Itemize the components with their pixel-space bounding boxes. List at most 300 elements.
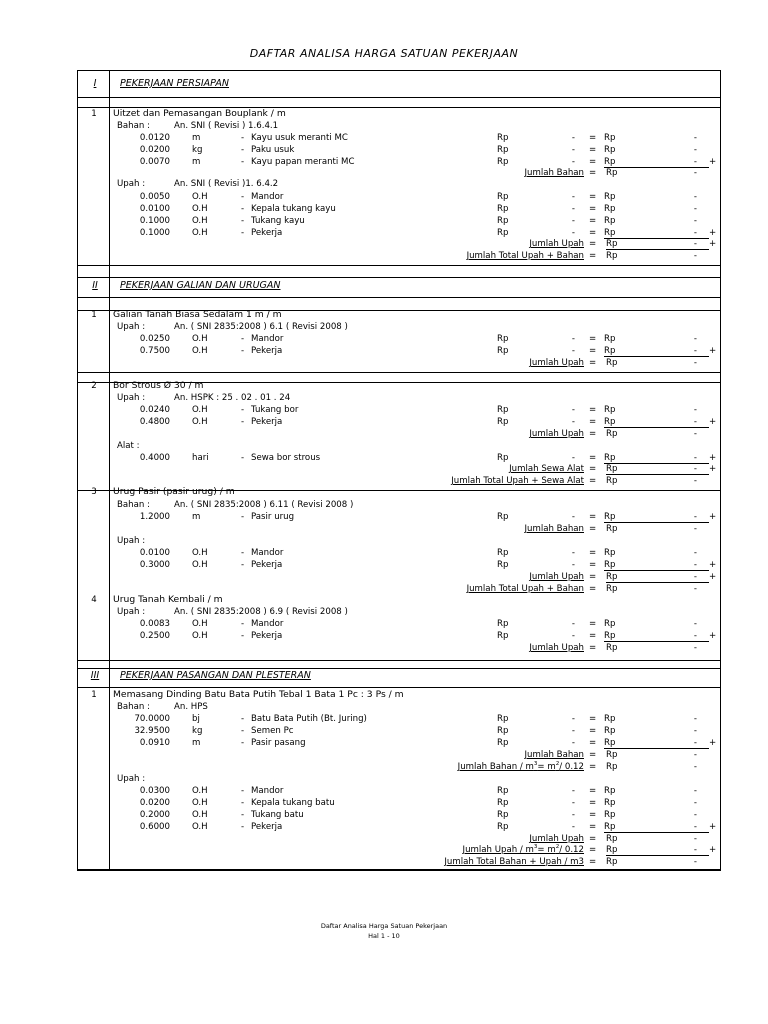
equals-sign: = (589, 786, 597, 796)
amount: - (693, 405, 697, 415)
currency-label: Rp (497, 334, 509, 344)
coefficient: 1.2000 (139, 512, 170, 522)
plus-sign: + (709, 453, 717, 463)
currency-label: Rp (604, 560, 616, 570)
unit-price: - (571, 822, 575, 832)
unit-price: - (571, 548, 575, 558)
coefficient: 0.0050 (139, 192, 170, 202)
item-name: Pekerja (251, 631, 283, 641)
subtotal-line (0, 250, 768, 262)
currency-label: Rp (606, 239, 618, 249)
component-label: Alat : (117, 441, 140, 451)
analysis-line (0, 416, 768, 428)
amount: - (693, 619, 697, 629)
equals-sign: = (589, 251, 597, 261)
currency-label: Rp (604, 512, 616, 522)
subtotal-line (0, 463, 768, 475)
unit: m (192, 512, 201, 522)
unit-price: - (571, 346, 575, 356)
unit: O.H (192, 216, 208, 226)
subtotal-label (467, 250, 584, 262)
currency-label: Rp (606, 572, 618, 582)
unit: O.H (192, 334, 208, 344)
subtotal-label-text: Jumlah Total Upah + Bahan (466, 251, 584, 261)
equals-sign: = (589, 145, 597, 155)
amount: - (693, 810, 697, 820)
amount: - (693, 346, 697, 356)
plus-sign: + (709, 572, 717, 582)
item-name: Pasir pasang (251, 738, 306, 748)
unit-price: - (571, 417, 575, 427)
unit-price: - (571, 631, 575, 641)
unit: m (192, 738, 201, 748)
subtotal-label-text: Jumlah Total Upah + Bahan (466, 584, 584, 594)
subtotal-label (529, 238, 584, 250)
item-name: Tukang batu (251, 810, 304, 820)
amount: - (693, 750, 697, 760)
currency-label: Rp (606, 845, 618, 855)
currency-label: Rp (606, 464, 618, 474)
currency-label: Rp (606, 834, 618, 844)
unit: O.H (192, 631, 208, 641)
equals-sign: = (589, 726, 597, 736)
row-separator (77, 277, 721, 278)
currency-label: Rp (497, 548, 509, 558)
bullet: - (241, 204, 245, 214)
amount: - (693, 429, 697, 439)
component-label: Upah : (117, 179, 146, 189)
amount: - (693, 762, 697, 772)
bullet: - (241, 228, 245, 238)
item-description: Memasang Dinding Batu Bata Putih Tebal 1 Bata 1 Pc : 3 Ps / m (113, 689, 404, 700)
currency-label: Rp (606, 429, 618, 439)
coefficient: 0.0250 (139, 334, 170, 344)
row-separator (77, 870, 721, 871)
bullet: - (241, 334, 245, 344)
amount: - (693, 228, 697, 238)
currency-label: Rp (497, 726, 509, 736)
currency-label: Rp (604, 417, 616, 427)
bullet: - (241, 405, 245, 415)
unit: O.H (192, 810, 208, 820)
unit-price: - (571, 560, 575, 570)
subtotal-label-text: Jumlah Upah (529, 834, 584, 844)
amount: - (693, 834, 697, 844)
unit-price: - (571, 453, 575, 463)
currency-label: Rp (604, 738, 616, 748)
currency-label: Rp (604, 619, 616, 629)
item-name: Sewa bor strous (251, 453, 321, 463)
bullet: - (241, 157, 245, 167)
currency-label: Rp (604, 216, 616, 226)
currency-label: Rp (606, 750, 618, 760)
unit: O.H (192, 560, 208, 570)
item-description: Uitzet dan Pemasangan Bouplank / m (113, 108, 286, 119)
item-name: Pekerja (251, 228, 283, 238)
currency-label: Rp (497, 204, 509, 214)
subtotal-line (0, 761, 768, 773)
amount: - (693, 358, 697, 368)
unit-price: - (571, 798, 575, 808)
bullet: - (241, 453, 245, 463)
component-header (0, 120, 768, 132)
currency-label: Rp (606, 168, 618, 178)
equals-sign: = (589, 810, 597, 820)
amount: - (693, 145, 697, 155)
currency-label: Rp (497, 216, 509, 226)
coefficient: 0.0083 (139, 619, 170, 629)
amount: - (693, 572, 697, 582)
reference-standard: An. ( SNI 2835:2008 ) 6.9 ( Revisi 2008 ) (174, 607, 348, 617)
currency-label: Rp (604, 228, 616, 238)
analysis-line (0, 547, 768, 559)
subtotal-label-text: Jumlah Total Bahan + Upah / m3 (444, 857, 584, 867)
unit: O.H (192, 548, 208, 558)
component-header (0, 392, 768, 404)
currency-label: Rp (604, 714, 616, 724)
item-number: 2 (91, 381, 97, 391)
unit: O.H (192, 417, 208, 427)
item-name: Mandor (251, 334, 284, 344)
plus-sign: + (709, 346, 717, 356)
equals-sign: = (589, 334, 597, 344)
currency-label: Rp (497, 714, 509, 724)
equals-sign: = (589, 216, 597, 226)
unit-exponent: 2 (555, 844, 560, 851)
plus-sign: + (709, 560, 717, 570)
equals-sign: = (589, 346, 597, 356)
item-name: Mandor (251, 548, 284, 558)
currency-label: Rp (604, 822, 616, 832)
subtotal-line (0, 357, 768, 369)
currency-label: Rp (497, 228, 509, 238)
coefficient: 0.0100 (139, 204, 170, 214)
unit-price: - (571, 228, 575, 238)
equals-sign: = (589, 157, 597, 167)
unit: O.H (192, 192, 208, 202)
analysis-line (0, 618, 768, 630)
currency-label: Rp (497, 145, 509, 155)
subtotal-label-text: Jumlah Upah (529, 358, 584, 368)
subtotal-label (529, 571, 584, 583)
coefficient: 0.4000 (139, 453, 170, 463)
component-label: Upah : (117, 536, 146, 546)
currency-label: Rp (604, 631, 616, 641)
subtotal-label-text: Jumlah Bahan (524, 168, 584, 178)
unit-price: - (571, 133, 575, 143)
footer-title: Daftar Analisa Harga Satuan Pekerjaan (320, 922, 448, 930)
currency-label: Rp (606, 476, 618, 486)
analysis-line (0, 132, 768, 144)
currency-label: Rp (604, 548, 616, 558)
coefficient: 0.0300 (139, 786, 170, 796)
subtotal-line (0, 749, 768, 761)
analysis-line (0, 345, 768, 357)
plus-sign: + (709, 157, 717, 167)
unit: O.H (192, 204, 208, 214)
section-header (0, 279, 768, 293)
subtotal-label-text: Jumlah Sewa Alat (509, 464, 584, 474)
unit-exponent: 3 (533, 844, 538, 851)
coefficient: 0.0910 (139, 738, 170, 748)
component-header (0, 178, 768, 190)
equals-sign: = (589, 133, 597, 143)
equals-sign: = (589, 548, 597, 558)
component-label: Bahan : (117, 500, 150, 510)
subtotal-label (458, 761, 584, 773)
equals-sign: = (589, 643, 597, 653)
equals-sign: = (589, 358, 597, 368)
analysis-line (0, 203, 768, 215)
component-label: Upah : (117, 607, 146, 617)
amount: - (693, 726, 697, 736)
currency-label: Rp (497, 738, 509, 748)
analysis-line (0, 559, 768, 571)
equals-sign: = (589, 429, 597, 439)
subtotal-line (0, 856, 768, 868)
work-item (0, 594, 768, 606)
coefficient: 0.2500 (139, 631, 170, 641)
item-name: Pekerja (251, 417, 283, 427)
unit-price: - (571, 810, 575, 820)
currency-label: Rp (497, 822, 509, 832)
bullet: - (241, 786, 245, 796)
unit-price: - (571, 216, 575, 226)
analysis-line (0, 144, 768, 156)
subtotal-line (0, 428, 768, 440)
item-name: Batu Bata Putih (Bt. Juring) (251, 714, 367, 724)
currency-label: Rp (604, 798, 616, 808)
amount: - (693, 417, 697, 427)
currency-label: Rp (497, 512, 509, 522)
equals-sign: = (589, 798, 597, 808)
equals-sign: = (589, 714, 597, 724)
item-description: Bor Strous Ø 30 / m (113, 380, 204, 391)
unit-price: - (571, 334, 575, 344)
equals-sign: = (589, 762, 597, 772)
work-item (0, 486, 768, 498)
currency-label: Rp (497, 346, 509, 356)
coefficient: 0.0100 (139, 548, 170, 558)
unit: hari (192, 453, 209, 463)
currency-label: Rp (497, 133, 509, 143)
subtotal-line (0, 523, 768, 535)
equals-sign: = (589, 512, 597, 522)
currency-label: Rp (604, 133, 616, 143)
item-name: Kayu papan meranti MC (251, 157, 355, 167)
subtotal-label (529, 357, 584, 369)
amount: - (693, 524, 697, 534)
unit: O.H (192, 405, 208, 415)
item-description: Urug Tanah Kembali / m (113, 594, 223, 605)
plus-sign: + (709, 512, 717, 522)
analysis-line (0, 215, 768, 227)
equals-sign: = (589, 584, 597, 594)
row-separator (77, 372, 721, 373)
item-number: 1 (91, 109, 97, 119)
reference-standard: An. SNI ( Revisi ) 1.6.4.1 (174, 121, 279, 131)
unit-price: - (571, 405, 575, 415)
bullet: - (241, 714, 245, 724)
section-header (0, 669, 768, 683)
item-name: Pekerja (251, 822, 283, 832)
work-item (0, 108, 768, 120)
unit: O.H (192, 786, 208, 796)
currency-label: Rp (604, 157, 616, 167)
coefficient: 0.1000 (139, 216, 170, 226)
plus-sign: + (709, 464, 717, 474)
analysis-line (0, 737, 768, 749)
currency-label: Rp (606, 524, 618, 534)
coefficient: 0.2000 (139, 810, 170, 820)
equals-sign: = (589, 204, 597, 214)
component-label: Upah : (117, 393, 146, 403)
row-separator (77, 70, 721, 71)
equals-sign: = (589, 560, 597, 570)
subtotal-label-text: Jumlah Upah (529, 429, 584, 439)
bullet: - (241, 145, 245, 155)
item-name: Mandor (251, 192, 284, 202)
equals-sign: = (589, 738, 597, 748)
row-separator (77, 660, 721, 661)
currency-label: Rp (604, 453, 616, 463)
item-name: Mandor (251, 619, 284, 629)
component-header (0, 606, 768, 618)
equals-sign: = (589, 524, 597, 534)
coefficient: 0.6000 (139, 822, 170, 832)
coefficient: 0.0120 (139, 133, 170, 143)
amount: - (693, 738, 697, 748)
subtotal-line (0, 571, 768, 583)
bullet: - (241, 417, 245, 427)
subtotal-label-text: = m (537, 845, 556, 855)
work-item (0, 309, 768, 321)
analysis-line (0, 785, 768, 797)
currency-label: Rp (604, 405, 616, 415)
amount: - (693, 822, 697, 832)
plus-sign: + (709, 228, 717, 238)
currency-label: Rp (497, 798, 509, 808)
plus-sign: + (709, 631, 717, 641)
bullet: - (241, 346, 245, 356)
equals-sign: = (589, 750, 597, 760)
amount: - (693, 251, 697, 261)
unit-exponent: 2 (555, 761, 560, 768)
subtotal-label (524, 523, 584, 535)
section-header (0, 77, 768, 91)
unit-price: - (571, 786, 575, 796)
subtotal-label-text: Jumlah Total Upah + Sewa Alat (451, 476, 584, 486)
currency-label: Rp (497, 405, 509, 415)
item-name: Mandor (251, 786, 284, 796)
currency-label: Rp (497, 157, 509, 167)
bullet: - (241, 810, 245, 820)
section-title: PEKERJAAN GALIAN DAN URUGAN (120, 280, 281, 291)
subtotal-label (444, 856, 584, 868)
subtotal-label-text: Jumlah Upah (529, 239, 584, 249)
currency-label: Rp (604, 192, 616, 202)
amount: - (693, 798, 697, 808)
subtotal-label-text: / 0.12 (559, 845, 584, 855)
row-separator (77, 297, 721, 298)
equals-sign: = (589, 619, 597, 629)
coefficient: 0.0200 (139, 798, 170, 808)
currency-label: Rp (497, 417, 509, 427)
unit: bj (192, 714, 200, 724)
coefficient: 0.3000 (139, 560, 170, 570)
amount: - (693, 168, 697, 178)
item-name: Paku usuk (251, 145, 295, 155)
amount: - (693, 548, 697, 558)
subtotal-label-text: / 0.12 (559, 762, 584, 772)
amount: - (693, 512, 697, 522)
section-number: II (92, 280, 98, 291)
unit-price: - (571, 192, 575, 202)
unit: O.H (192, 228, 208, 238)
amount: - (693, 845, 697, 855)
bullet: - (241, 798, 245, 808)
equals-sign: = (589, 857, 597, 867)
unit-price: - (571, 738, 575, 748)
subtotal-label-text: Jumlah Upah / m (462, 845, 534, 855)
footer-page: Hal 1 - 10 (368, 932, 400, 940)
amount: - (693, 643, 697, 653)
currency-label: Rp (604, 726, 616, 736)
section-number: III (90, 670, 100, 681)
analysis-line (0, 821, 768, 833)
item-description: Galian Tanah Biasa Sedalam 1 m / m (113, 309, 282, 320)
unit-price: - (571, 145, 575, 155)
bullet: - (241, 133, 245, 143)
equals-sign: = (589, 631, 597, 641)
plus-sign: + (709, 822, 717, 832)
item-name: Kayu usuk meranti MC (251, 133, 348, 143)
subtotal-label-text: = m (537, 762, 556, 772)
unit: O.H (192, 798, 208, 808)
currency-label: Rp (497, 453, 509, 463)
plus-sign: + (709, 845, 717, 855)
reference-standard: An. SNI ( Revisi )1. 6.4.2 (174, 179, 279, 189)
item-name: Pasir urug (251, 512, 295, 522)
amount: - (693, 133, 697, 143)
analysis-line (0, 809, 768, 821)
amount: - (693, 453, 697, 463)
amount: - (693, 631, 697, 641)
amount: - (693, 560, 697, 570)
subtotal-line (0, 238, 768, 250)
unit: O.H (192, 619, 208, 629)
item-name: Tukang bor (251, 405, 299, 415)
item-name: Semen Pc (251, 726, 294, 736)
component-header (0, 321, 768, 333)
unit-price: - (571, 726, 575, 736)
currency-label: Rp (604, 346, 616, 356)
currency-label: Rp (604, 334, 616, 344)
component-label: Bahan : (117, 121, 150, 131)
coefficient: 0.0240 (139, 405, 170, 415)
subtotal-label (529, 642, 584, 654)
item-name: Kepala tukang kayu (251, 204, 336, 214)
analysis-line (0, 630, 768, 642)
amount: - (693, 857, 697, 867)
currency-label: Rp (497, 786, 509, 796)
equals-sign: = (589, 192, 597, 202)
currency-label: Rp (497, 619, 509, 629)
equals-sign: = (589, 845, 597, 855)
unit-price: - (571, 512, 575, 522)
item-name: Tukang kayu (251, 216, 305, 226)
subtotal-line (0, 844, 768, 856)
